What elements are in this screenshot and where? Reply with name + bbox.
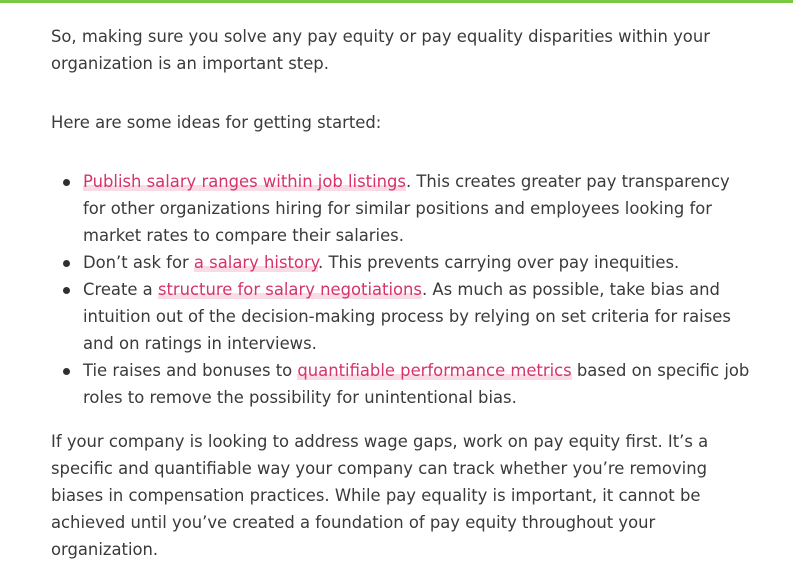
salary-history-link[interactable]: a salary history: [193, 253, 319, 272]
ideas-list: [51, 168, 751, 411]
intro-paragraph: So, making sure you solve any pay equity or pay equality disparities within your organization is an important step.: [51, 27, 710, 73]
ideas-heading: Here are some ideas for getting started:: [51, 113, 382, 132]
list-item-text: . This creates greater pay transparency for other organizations hiring for similar positions and employees looking for market rates to compare their salaries.: [83, 172, 730, 245]
list-item: [83, 357, 751, 411]
publish-salary-ranges-link[interactable]: Publish salary ranges within job listings: [83, 172, 406, 191]
list-item: [83, 276, 751, 357]
list-item-text: Don’t ask for: [83, 253, 194, 272]
salary-negotiations-link[interactable]: structure for salary negotiations: [157, 280, 422, 299]
performance-metrics-link[interactable]: quantifiable performance metrics: [297, 361, 572, 380]
list-item-text: Tie raises and bonuses to: [83, 361, 298, 380]
list-item-text: Create a: [83, 280, 158, 299]
article-body: [51, 23, 751, 563]
list-item-text: based on specific job roles to remove the possibility for unintentional bias.: [83, 361, 750, 407]
top-accent-bar: [0, 0, 793, 3]
list-item-text: . This prevents carrying over pay inequities.: [318, 253, 680, 272]
list-item-text: . As much as possible, take bias and intuition out of the decision-making process by relying on set criteria for raises and on ratings in interviews.: [83, 280, 731, 353]
list-item: [83, 168, 751, 249]
list-item: [83, 249, 751, 276]
conclusion-paragraph: If your company is looking to address wage gaps, work on pay equity first. It’s a specific and quantifiable way your company can track whether you’re removing biases in compensation practices. While pay equality is important, it cannot be achieved until you’ve created a foundation of pay equity throughout your organization.: [51, 432, 709, 559]
